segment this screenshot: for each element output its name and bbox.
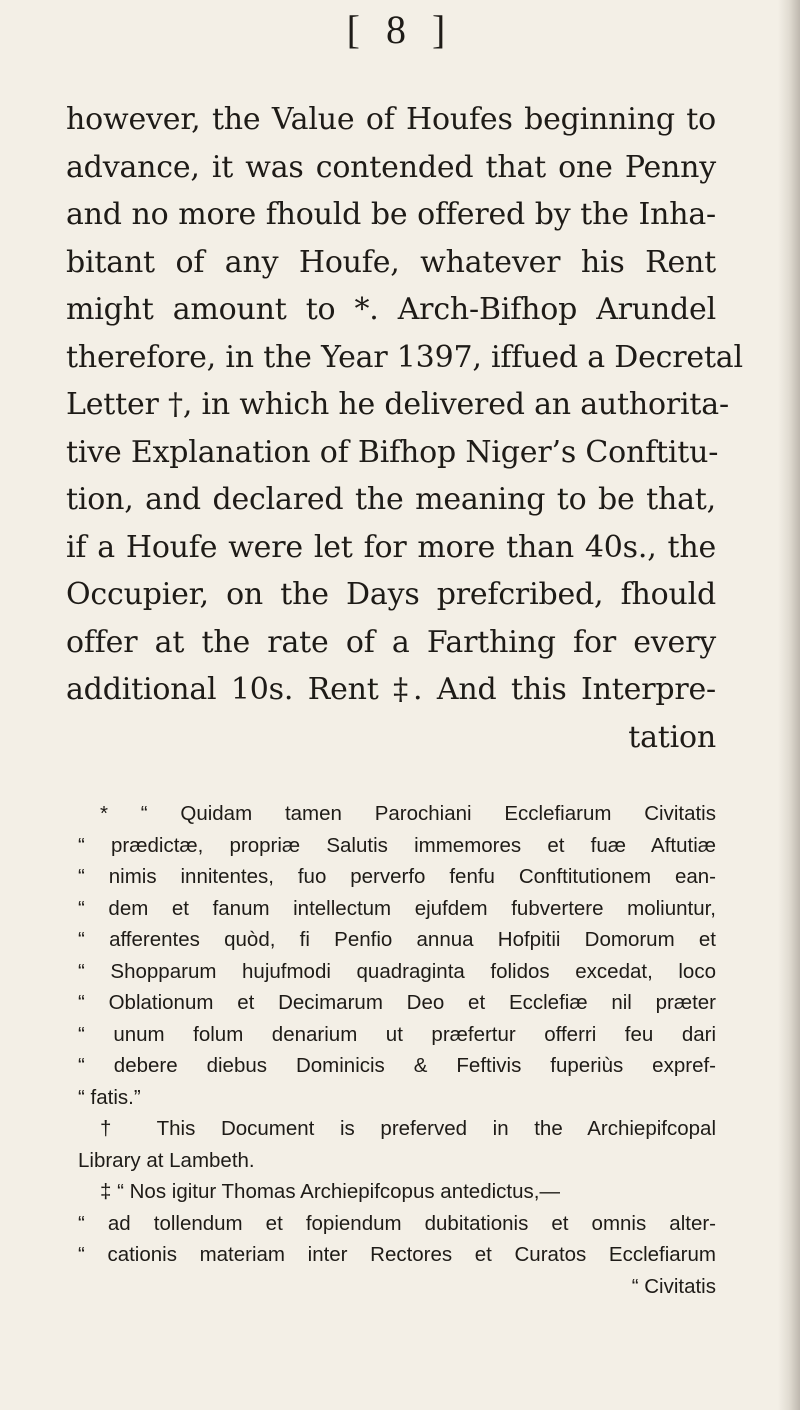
body-line: advance, it was contended that one Penny <box>66 149 716 185</box>
footnote-line: “ ad tollendum et fopiendum dubitationis et omnis alter- <box>78 1211 716 1235</box>
body-line: however, the Value of Houfes beginning to <box>66 102 716 137</box>
body-line: offer at the rate of a Farthing for every <box>66 624 716 660</box>
footnote-line: “ unum folum denarium ut præfertur offerri feu dari <box>78 1022 716 1046</box>
footnote-line: “ nimis innitentes, fuo perverfo fenfu Conftitutionem ean- <box>78 865 716 888</box>
footnote-line: “ debere diebus Dominicis & Feftivis fuperiùs expref- <box>78 1054 716 1077</box>
footnote-line: “ cationis materiam inter Rectores et Curatos Ecclefiarum <box>78 1243 716 1266</box>
body-line: therefore, in the Year 1397, iffued a Decretal <box>66 339 743 375</box>
body-line: additional 10s. Rent ‡. And this Interpre- <box>66 672 716 707</box>
footnote-line: “ Oblationum et Decimarum Deo et Ecclefiæ nil præter <box>78 991 716 1014</box>
footnote-line: ‡ “ Nos igitur Thomas Archiepifcopus antedictus,— <box>100 1180 560 1203</box>
body-line: tion, and declared the meaning to be that, <box>66 482 716 517</box>
footnote-line: “ Shopparum hujufmodi quadraginta folidos excedat, loco <box>78 959 716 983</box>
body-line: if a Houfe were let for more than 40s., the <box>66 529 716 565</box>
footnote-line: * “ Quidam tamen Parochiani Ecclefiarum Civitatis <box>100 802 716 825</box>
footnote-line: “ dem et fanum intellectum ejufdem fubvertere moliuntur, <box>78 896 716 920</box>
body-line: tive Explanation of Bifhop Niger’s Conftitu- <box>66 434 719 470</box>
footnote-line: Library at Lambeth. <box>78 1148 255 1172</box>
body-line: Letter †, in which he delivered an authorita- <box>66 387 729 422</box>
body-line: bitant of any Houfe, whatever his Rent <box>66 244 716 280</box>
footnote-line: † This Document is preferved in the Archiepifcopal <box>100 1117 716 1140</box>
body-line: might amount to *. Arch-Bifhop Arundel <box>66 292 716 327</box>
footnote-line: “ afferentes quòd, fi Penfio annua Hofpitii Domorum et <box>78 928 716 951</box>
footnote-line: “ fatis.” <box>78 1085 141 1109</box>
page-edge-shadow <box>778 0 800 1410</box>
body-line: and no more fhould be offered by the Inha- <box>66 197 716 232</box>
footnote-line: “ prædictæ, propriæ Salutis immemores et fuæ Aftutiæ <box>78 833 716 857</box>
catchword: tation <box>628 719 716 755</box>
page-number: [ 8 ] <box>346 7 454 52</box>
body-line: Occupier, on the Days prefcribed, fhould <box>66 577 716 612</box>
main-text <box>66 96 743 761</box>
footnotes <box>78 798 716 1302</box>
footnote-catchword: “ Civitatis <box>631 1274 716 1298</box>
